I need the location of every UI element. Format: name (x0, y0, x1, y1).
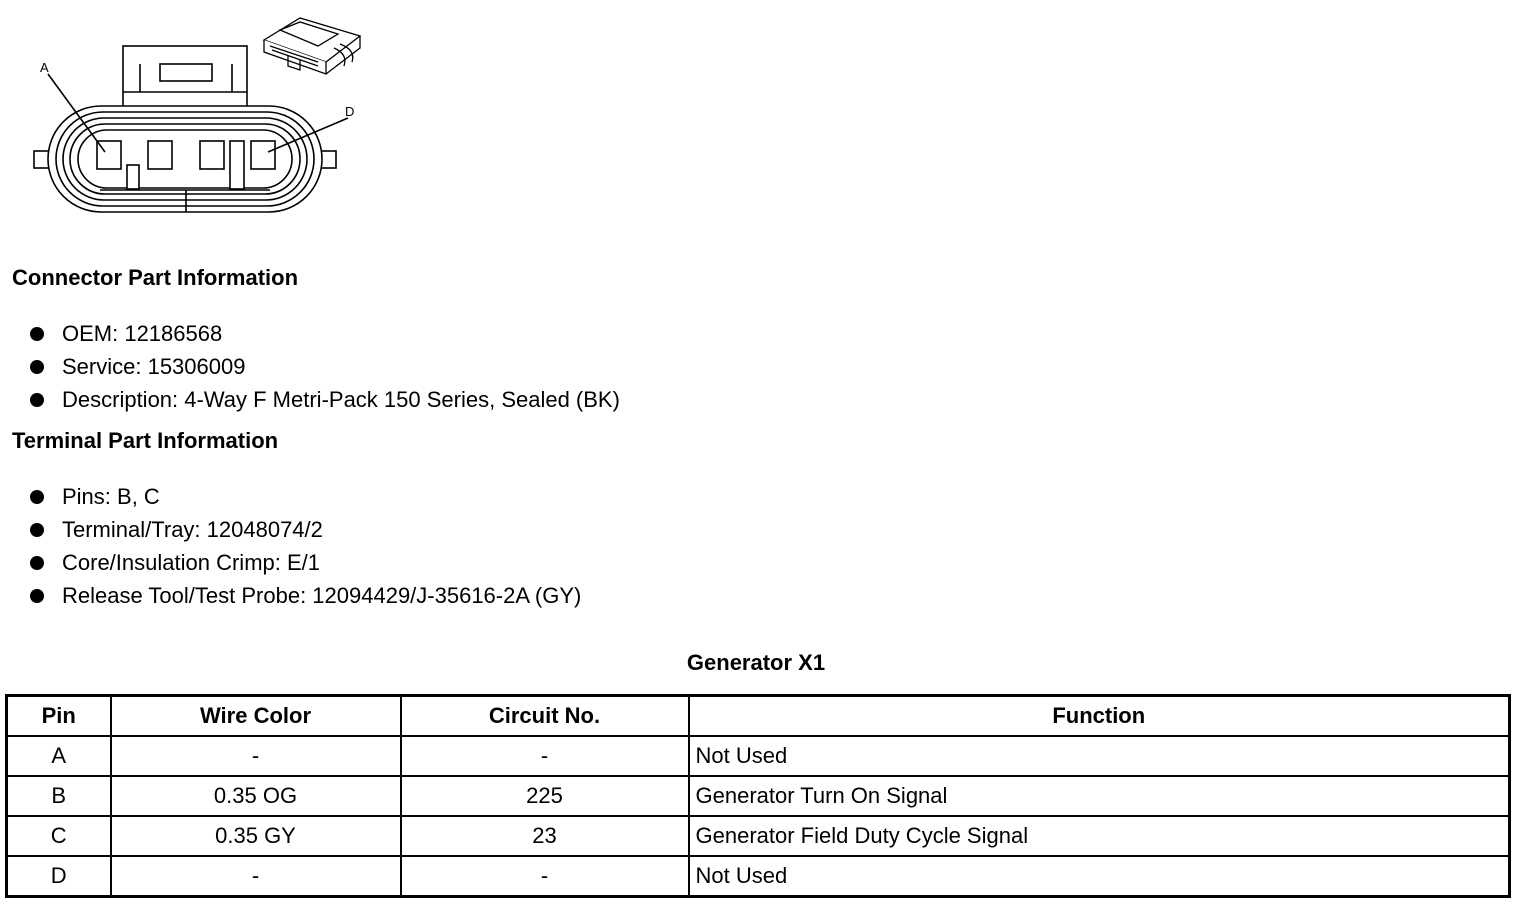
list-item: Release Tool/Test Probe: 12094429/J-35616-2A (GY) (0, 579, 581, 612)
header-wire-color: Wire Color (111, 696, 401, 737)
cell-function: Generator Field Duty Cycle Signal (689, 816, 1510, 856)
table-row (7, 856, 1510, 897)
connector-face-icon (0, 0, 380, 225)
list-item: OEM: 12186568 (0, 317, 620, 350)
cell-wire-color: - (111, 856, 401, 897)
list-item: Service: 15306009 (0, 350, 620, 383)
connector-info-list (0, 317, 620, 416)
cell-circuit: 23 (401, 816, 689, 856)
cell-pin: A (7, 736, 111, 776)
pin-label-a: A (40, 60, 49, 75)
table-title: Generator X1 (686, 650, 826, 675)
list-item: Core/Insulation Crimp: E/1 (0, 546, 581, 579)
cell-pin: B (7, 776, 111, 816)
cell-function: Not Used (689, 736, 1510, 776)
connector-info-heading: Connector Part Information (12, 265, 299, 290)
cell-wire-color: 0.35 OG (111, 776, 401, 816)
table-header-row (7, 696, 1510, 737)
table-row (7, 736, 1510, 776)
cell-function: Generator Turn On Signal (689, 776, 1510, 816)
header-pin: Pin (7, 696, 111, 737)
pin-label-d: D (345, 104, 355, 119)
cell-pin: C (7, 816, 111, 856)
header-function: Function (689, 696, 1510, 737)
cell-circuit: - (401, 736, 689, 776)
cell-circuit: - (401, 856, 689, 897)
cell-circuit: 225 (401, 776, 689, 816)
table-row (7, 776, 1510, 816)
cell-wire-color: - (111, 736, 401, 776)
pin-table (5, 694, 1511, 898)
list-item: Pins: B, C (0, 480, 581, 513)
cell-function: Not Used (689, 856, 1510, 897)
cell-pin: D (7, 856, 111, 897)
terminal-info-list (0, 480, 581, 612)
header-circuit-no: Circuit No. (401, 696, 689, 737)
list-item: Description: 4-Way F Metri-Pack 150 Series, Sealed (BK) (0, 383, 620, 416)
cell-wire-color: 0.35 GY (111, 816, 401, 856)
table-row (7, 816, 1510, 856)
list-item: Terminal/Tray: 12048074/2 (0, 513, 581, 546)
terminal-info-heading: Terminal Part Information (12, 428, 279, 453)
